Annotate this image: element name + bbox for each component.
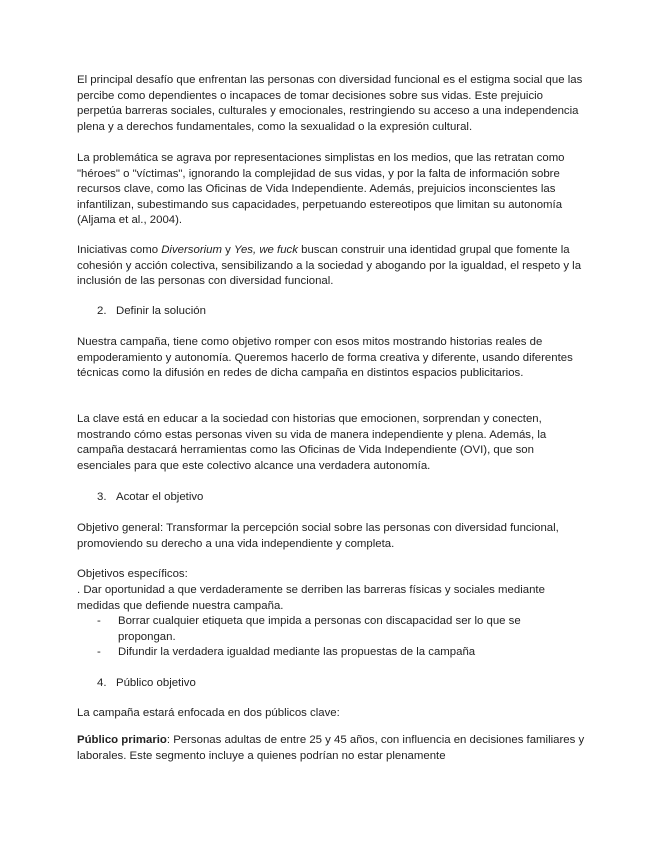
initiatives-text-c: buscan construir una identidad grupal que fomente la cohesión y acción colectiva, sensibilizando a la sociedad y abogando por la igualdad, el respeto y la inclusión de las personas con diversidad funcional. bbox=[77, 244, 582, 288]
section-heading-2 bbox=[97, 304, 206, 320]
section-number: 2. bbox=[97, 305, 107, 317]
paragraph-initiatives bbox=[77, 243, 587, 290]
paragraph-audiences-intro: La campaña estará enfocada en dos públicos clave: bbox=[77, 707, 340, 719]
initiatives-text-b: y bbox=[221, 244, 234, 256]
section-heading-4 bbox=[97, 676, 196, 692]
initiatives-text-a: Iniciativas como bbox=[77, 244, 162, 256]
paragraph-primary-audience bbox=[77, 733, 587, 764]
bullet-dash: - bbox=[97, 646, 101, 658]
primary-audience-label: Público primario bbox=[77, 734, 167, 746]
paragraph-general-objective: Objetivo general: Transformar la percepción social sobre las personas con diversidad funcional, promoviendo su derecho a una vida independiente y completa. bbox=[77, 522, 559, 550]
initiative-yes-we-fuck: Yes, we fuck bbox=[234, 244, 298, 256]
paragraph-media-representation: La problemática se agrava por representaciones simplistas en los medios, que las retratan como "héroes" o "víctimas", ignorando la complejidad de sus vidas, y por la falta de información sobre recursos clave, como las Oficinas de Vida Independiente. Además, prejuicios inconscientes las infantilizan, subestimando sus capacidades, perpetuando estereotipos que limitan su autonomía (Aljama et al., 2004). bbox=[77, 152, 565, 227]
bullet-text: Borrar cualquier etiqueta que impida a personas con discapacidad ser lo que se propongan. bbox=[118, 615, 521, 643]
paragraph-stigma: El principal desafío que enfrentan las personas con diversidad funcional es el estigma social que las percibe como dependientes o incapaces de tomar decisiones sobre sus vidas. Este prejuicio perpetúa barreras sociales, culturales y emocionales, restringiendo su acceso a una independencia plena y a derechos fundamentales, como la sexualidad o la expresión cultural. bbox=[77, 74, 583, 133]
list-item bbox=[97, 645, 567, 661]
section-heading-3 bbox=[97, 490, 203, 506]
section-title: Público objetivo bbox=[116, 677, 196, 689]
paragraph-specific-objective: . Dar oportunidad a que verdaderamente se derriben las barreras físicas y sociales mediante medidas que defiende nuestra campaña. bbox=[77, 584, 545, 612]
bullet-dash: - bbox=[97, 615, 101, 627]
initiative-diversorium: Diversorium bbox=[161, 244, 222, 256]
section-title: Definir la solución bbox=[116, 305, 206, 317]
list-item bbox=[97, 614, 567, 645]
section-title: Acotar el objetivo bbox=[116, 491, 204, 503]
primary-audience-text: : Personas adultas de entre 25 y 45 años, con influencia en decisiones familiares y laborales. Este segmento incluye a quienes podrían no estar plenamente bbox=[77, 734, 585, 762]
specific-objectives-label: Objetivos específicos: bbox=[77, 568, 188, 580]
paragraph-key-education: La clave está en educar a la sociedad con historias que emocionen, sorprendan y conecten, mostrando cómo estas personas viven su vida de manera independiente y plena. Además, la campaña destacará herramientas como las Oficinas de Vida Independiente (OVI), que son esenciales para que este colectivo alcance una verdadera autonomía. bbox=[77, 413, 547, 472]
bullet-text: Difundir la verdadera igualdad mediante las propuestas de la campaña bbox=[118, 646, 476, 658]
section-number: 4. bbox=[97, 677, 107, 689]
section-number: 3. bbox=[97, 491, 107, 503]
paragraph-campaign-goal: Nuestra campaña, tiene como objetivo romper con esos mitos mostrando historias reales de empoderamiento y autonomía. Queremos hacerlo de forma creativa y diferente, usando diferentes técnicas como la difusión en redes de dicha campaña en distintos espacios publicitarios. bbox=[77, 336, 573, 380]
